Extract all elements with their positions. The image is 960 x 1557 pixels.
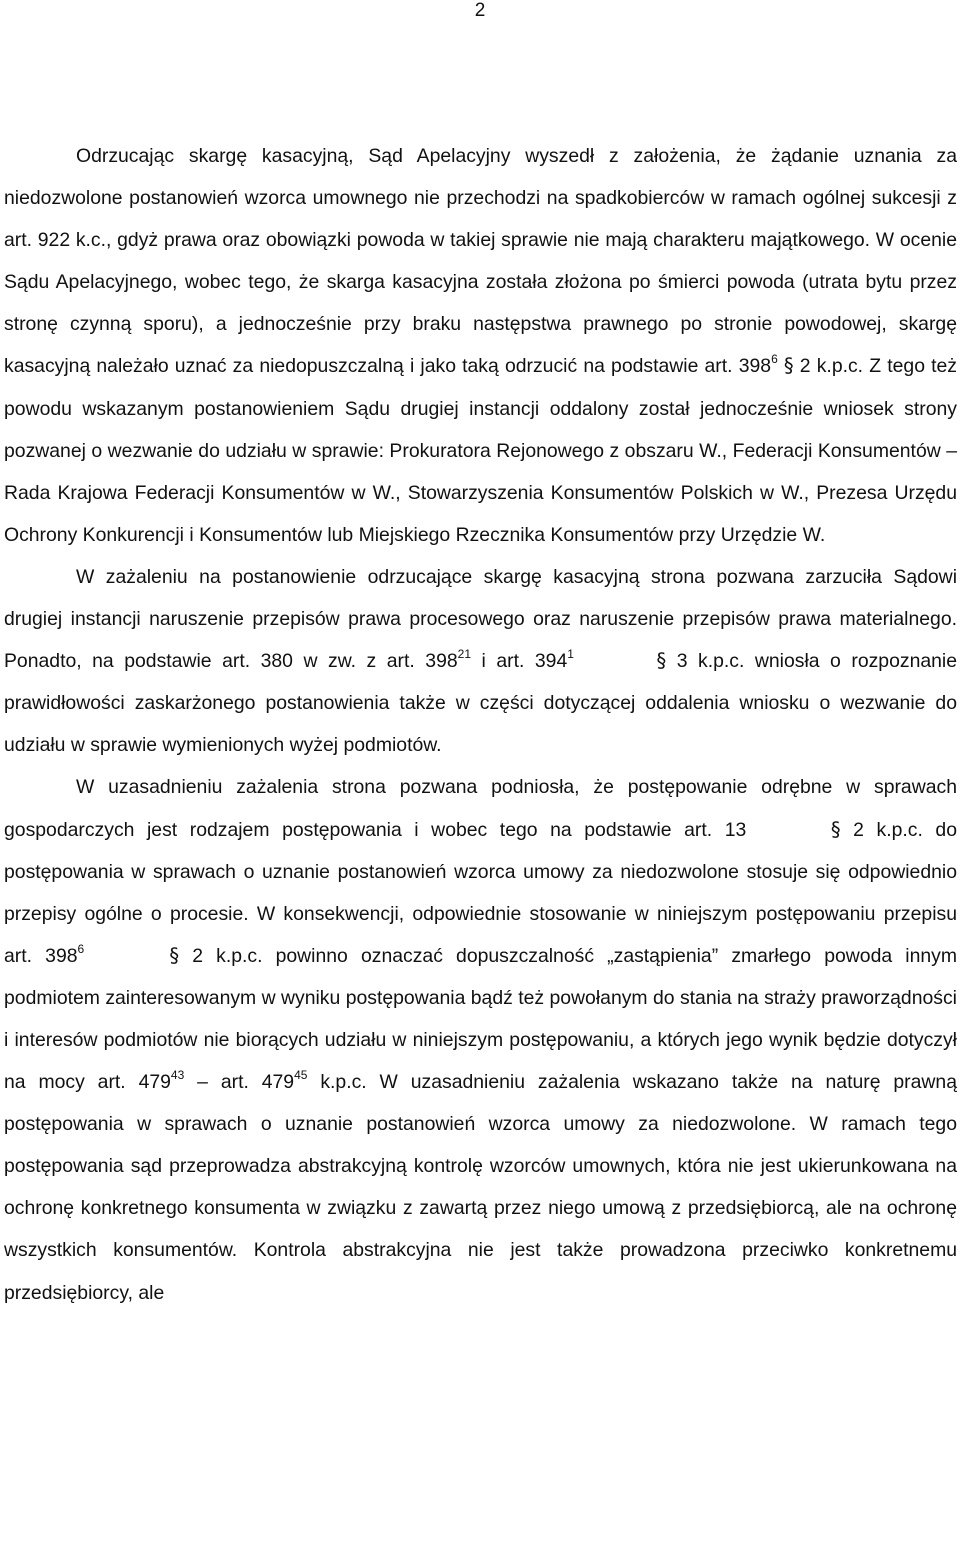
paragraph-1-text-b: 2 k.p.c. Z tego też powodu wskazanym postanowieniem Sądu drugiej instancji oddalony został jednocześnie wniosek strony pozwanej o wezwanie do udziału w sprawie: Prokuratora Rejonowego z obszaru W., Federacji Konsumentów – Rada Krajowa Federacji Konsumentów w W., Stowarzyszenia Konsumentów Polskich w W., Prezesa Urzędu Ochrony Konkurencji i Konsumentów lub Miejskiego Rzecznika Konsumentów przy Urzędzie W. [4,355,958,546]
paragraph-2-text-b: i art. 394 [471,650,568,673]
paragraph-3-text-b: 2 k.p.c. do postępowania w sprawach o uznanie postanowień wzorca umowy za niedozwolone stosuje się odpowiednio przepisy ogólne o procesie. W konsekwencji, odpowiednie stosowanie w niniejszym postępowaniu przepisu art. 398 [4,818,958,967]
section-sign: § [783,354,794,378]
paragraph-3 [4,766,957,1313]
paragraph-1-text-a: Odrzucając skargę kasacyjną, Sąd Apelacyjny wyszedł z założenia, że żądanie uznania za niedozwolone postanowień wzorca umownego nie przechodzi na spadkobierców w ramach ogólnej sukcesji z art. 922 k.c., gdyż prawa oraz obowiązki powoda w takiej sprawie nie mają charakteru majątkowego. W ocenie Sądu Apelacyjnego, wobec tego, że skarga kasacyjna została złożona po śmierci powoda (utrata bytu przez stronę czynną sporu), a jednocześnie przy braku następstwa prawnego po stronie powodowej, skargę kasacyjną należało uznać za niedopuszczalną i jako taką odrzucić na podstawie art. 398 [4,145,957,378]
paragraph-2-superscript-b: 1 [567,647,574,662]
paragraph-2-text-c: 3 k.p.c. wniosła o rozpoznanie prawidłowości zaskarżonego postanowienia także w części dotyczącej oddalenia wniosku o wezwanie do udziału w sprawie wymienionych wyżej podmiotów. [4,650,958,757]
paragraph-2 [4,556,957,766]
paragraph-2-superscript-a: 21 [457,647,472,662]
document-body [4,135,957,1314]
paragraph-3-superscript-b: 43 [170,1068,185,1083]
paragraph-3-text-d: – art. 479 [184,1071,295,1094]
section-sign: § [169,943,180,967]
section-sign: § [656,649,667,673]
paragraph-3-text-e: k.p.c. W uzasadnieniu zażalenia wskazano także na naturę prawną postępowania w sprawach o uznanie postanowień wzorca umowy za niedozwolone. W ramach tego postępowania sąd przeprowadza abstrakcyjną kontrolę wzorców umownych, która nie jest ukierunkowana na ochronę konkretnego konsumenta w związku z zawartą przez niego umową z przedsiębiorcą, ale na ochronę wszystkich konsumentów. Kontrola abstrakcyjna nie jest także prowadzona przeciwko konkretnemu przedsiębiorcy, ale [4,1071,957,1304]
paragraph-2-text-a: W zażaleniu na postanowienie odrzucające skargę kasacyjną strona pozwana zarzuciła Sądowi drugiej instancji naruszenie przepisów prawa procesowego oraz naruszenie przepisów prawa materialnego. Ponadto, na podstawie art. 380 w zw. z art. 398 [4,565,957,673]
paragraph-3-text-c: 2 k.p.c. powinno oznaczać dopuszczalność „zastąpienia” zmarłego powoda innym podmiotem zainteresowanym w wyniku postępowania bądź też powołanym do stania na straży praworządności i interesów podmiotów nie biorących udziału w niniejszym postępowaniu, a których jego wynik będzie dotyczył na mocy art. 479 [4,944,958,1094]
paragraph-1-superscript: 6 [771,352,778,367]
section-sign: § [830,817,841,841]
paragraph-3-superscript-a: 6 [77,941,85,956]
paragraph-3-text-a: W uzasadnieniu zażalenia strona pozwana podniosła, że postępowanie odrębne w sprawach gospodarczych jest rodzajem postępowania i wobec tego na podstawie art. 13 [4,776,957,841]
paragraph-3-superscript-c: 45 [294,1068,308,1083]
page-number: 2 [474,0,486,21]
paragraph-1 [4,135,957,556]
